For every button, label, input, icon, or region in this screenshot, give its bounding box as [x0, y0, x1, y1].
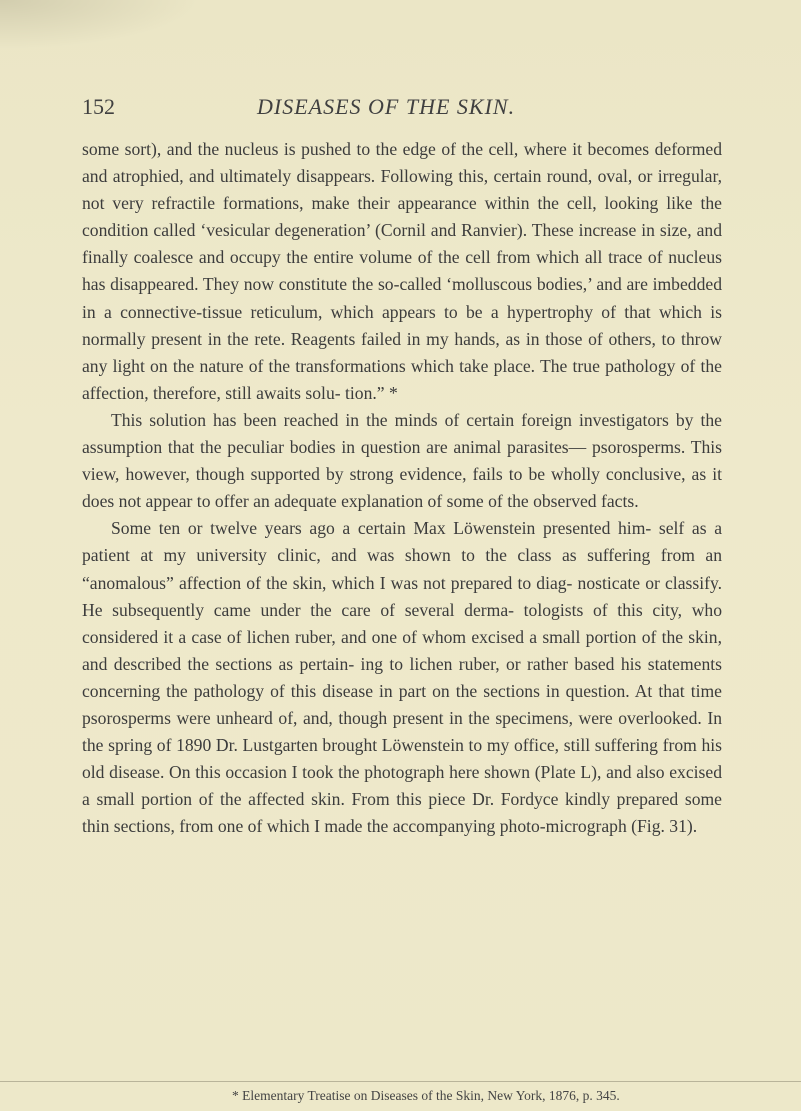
footnote: * Elementary Treatise on Diseases of the Skin, New York, 1876, p. 345.	[232, 1088, 620, 1103]
running-head: DISEASES OF THE SKIN.	[257, 94, 516, 119]
page-number: 152	[82, 94, 115, 119]
paragraph: Some ten or twelve years ago a certain Max Löwenstein presented him- self as a patient at my university clinic, and was shown to the class as suffering from an “anomalous” affection of the skin, which I was not prepared to diag- nosticate or classify. He subsequently came under the care of several derma- tologists of this city, who considered it a case of lichen ruber, and one of whom excised a small portion of the skin, and described the sections as pertain- ing to lichen ruber, or rather based his statements concerning the pathology of this disease in part on the sections in question. At that time psorosperms were unheard of, and, though present in the specimens, were overlooked. In the spring of 1890 Dr. Lustgarten brought Löwenstein to my office, still suffering from his old disease. On this occasion I took the photograph here shown (Plate L), and also excised a small portion of the affected skin. From this piece Dr. Fordyce kindly prepared some thin sections, from one of which I made the accompanying photo-micrograph (Fig. 31).	[82, 518, 722, 837]
page-header	[82, 94, 722, 124]
paragraph: This solution has been reached in the minds of certain foreign investigators by the assumption that the peculiar bodies in question are animal parasites— psorosperms. This view, however, though supported by strong evidence, fails to be wholly conclusive, as it does not appear to offer an adequate explanation of some of the observed facts.	[82, 409, 722, 512]
footnote-rule	[0, 1081, 801, 1082]
page-corner-shadow	[0, 0, 200, 50]
body-text	[82, 136, 722, 840]
paragraph-continued: some sort), and the nucleus is pushed to the edge of the cell, where it becomes deformed and atrophied, and ultimately disappears. Following this, certain round, oval, or irregular, not very refractile formations, make their appearance within the cell, looking like the condition called ‘vesicular degeneration’ (Cornil and Ranvier). These increase in size, and finally coalesce and occupy the entire volume of the cell from which all trace of nucleus has disappeared. They now constitute the so-called ‘molluscous bodies,’ and are imbedded in a connective-tissue reticulum, which appears to be a hypertrophy of that which is normally present in the rete. Reagents failed in my hands, as in those of others, to throw any light on the nature of the transformations which take place. The true pathology of the affection, therefore, still awaits solu- tion.” *	[82, 139, 722, 403]
